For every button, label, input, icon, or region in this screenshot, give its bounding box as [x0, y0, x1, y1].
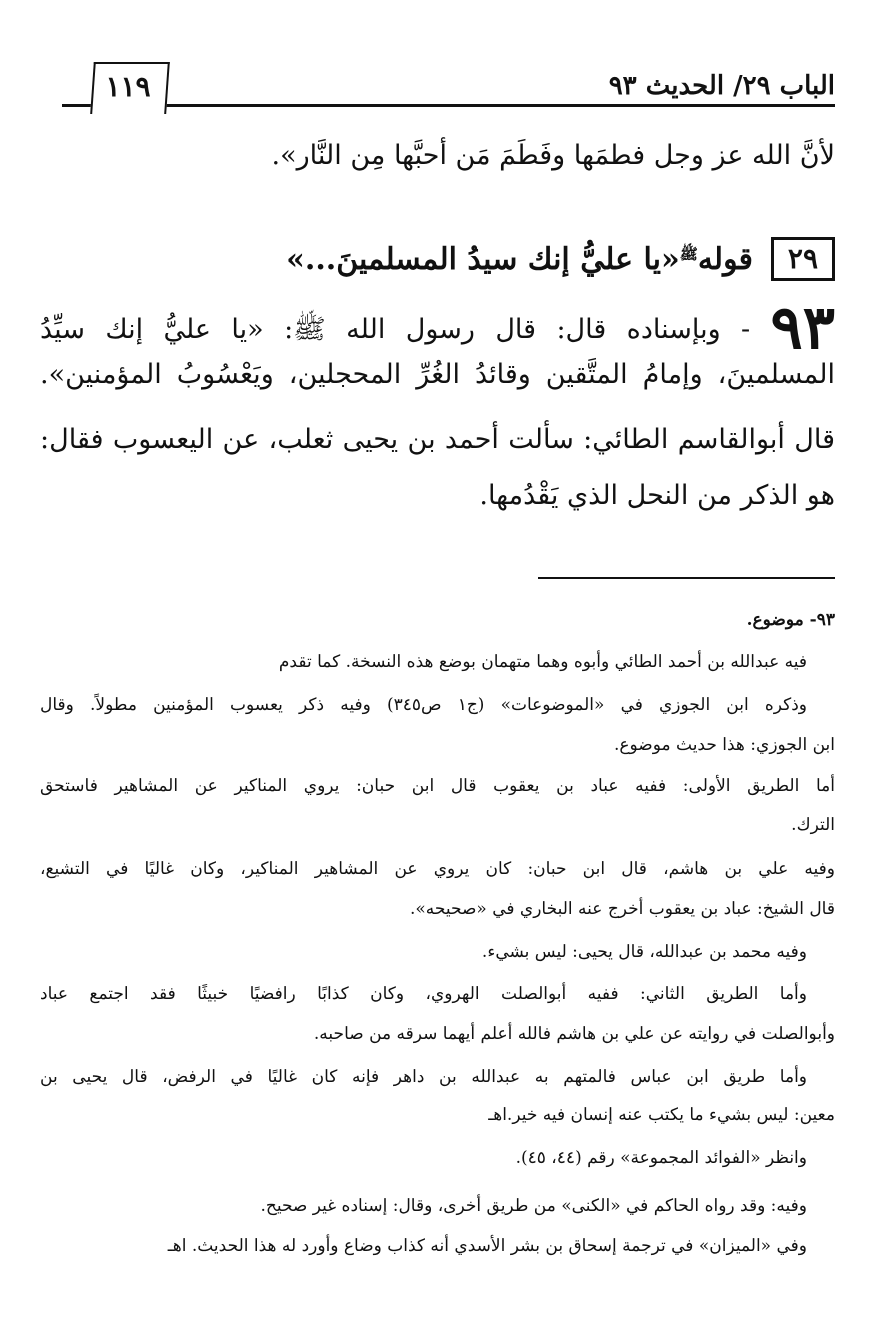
- footnote-line: الترك.: [791, 815, 835, 835]
- commentary-line-1: قال أبوالقاسم الطائي: سألت أحمد بن يحيى ثعلب، عن اليعسوب فقال:: [40, 424, 835, 455]
- honorific-symbol: ﷺ: [679, 244, 698, 263]
- hadith-line-2: المسلمينَ، وإمامُ المتَّقين وقائدُ الغُرِّ المحجلين، ويَعْسُوبُ المؤمنين».: [40, 359, 835, 390]
- footnote-separator: [538, 577, 835, 579]
- header-rule: [62, 104, 835, 107]
- continuation-line: لأنَّ الله عز وجل فطمَها وفَطَمَ مَن أحبَّها مِن النَّار».: [271, 140, 835, 171]
- footnote-line: وأبوالصلت في روايته عن علي بن هاشم فالله أعلم أيهما سرقه من صاحبه.: [313, 1024, 835, 1044]
- footnote-line: وأما الطريق الثاني: ففيه أبوالصلت الهروي، وكان كذابًا رافضيًا خبيثًا فقد اجتمع عباد: [40, 984, 807, 1004]
- footnote-line: وفيه: وقد رواه الحاكم في «الكنى» من طريق أخرى، وقال: إسناده غير صحيح.: [260, 1196, 807, 1216]
- hadith-number: ٩٣: [770, 293, 835, 363]
- footnote-line: وفيه علي بن هاشم، قال ابن حبان: كان يروي عن المشاهير المناكير، وكان غاليًا في التشيع،: [40, 859, 835, 879]
- footnote-line: وفي «الميزان» في ترجمة إسحاق بن بشر الأسدي أنه كذاب وضاع وأورد له هذا الحديث. اهـ: [167, 1236, 807, 1256]
- hadith-text-1: - وبإسناده قال: قال رسول الله ﷺ: «يا عليُّ إنك سيِّدُ: [40, 314, 751, 345]
- footnote-line: وفيه محمد بن عبدالله، قال يحيى: ليس بشيء.: [481, 942, 807, 962]
- chapter-title-word: قوله: [697, 241, 753, 277]
- chapter-number-box: ٢٩: [771, 237, 835, 281]
- footnote-line: وانظر «الفوائد المجموعة» رقم (٤٤، ٤٥).: [515, 1148, 807, 1168]
- page-number: ١١٩: [105, 70, 151, 103]
- footnote-line: ابن الجوزي: هذا حديث موضوع.: [613, 735, 835, 755]
- footnote-line: وأما طريق ابن عباس فالمتهم به عبدالله بن داهر فإنه كان غاليًا في الرفض، قال يحيى بن: [40, 1067, 807, 1087]
- chapter-title: [286, 242, 753, 277]
- running-header-title: الباب ٢٩/ الحديث ٩٣: [608, 71, 835, 101]
- footnote-line: فيه عبدالله بن أحمد الطائي وأبوه وهما متهمان بوضع هذه النسخة. كما تقدم: [278, 652, 807, 672]
- commentary-line-2: هو الذكر من النحل الذي يَقْدُمها.: [479, 480, 835, 511]
- footnote-line: قال الشيخ: عباد بن يعقوب أخرج عنه البخاري في «صحيحه».: [409, 899, 835, 919]
- footnote-line: معين: ليس بشيء ما يكتب عنه إنسان فيه خير.اهـ: [488, 1105, 835, 1125]
- chapter-quote: «يا عليُّ إنك سيدُ المسلمينَ...»: [286, 241, 680, 277]
- footnote-heading: ٩٣- موضوع.: [746, 610, 835, 630]
- chapter-heading: [40, 234, 835, 284]
- footnote-line: أما الطريق الأولى: ففيه عباد بن يعقوب قال ابن حبان: يروي المناكير عن المشاهير فاستحق: [40, 776, 835, 796]
- footnote-line: وذكره ابن الجوزي في «الموضوعات» (ج١ ص٣٤٥) وفيه ذكر يعسوب المؤمنين مطولاً. وقال: [40, 695, 807, 715]
- hadith-line-1: [40, 293, 835, 363]
